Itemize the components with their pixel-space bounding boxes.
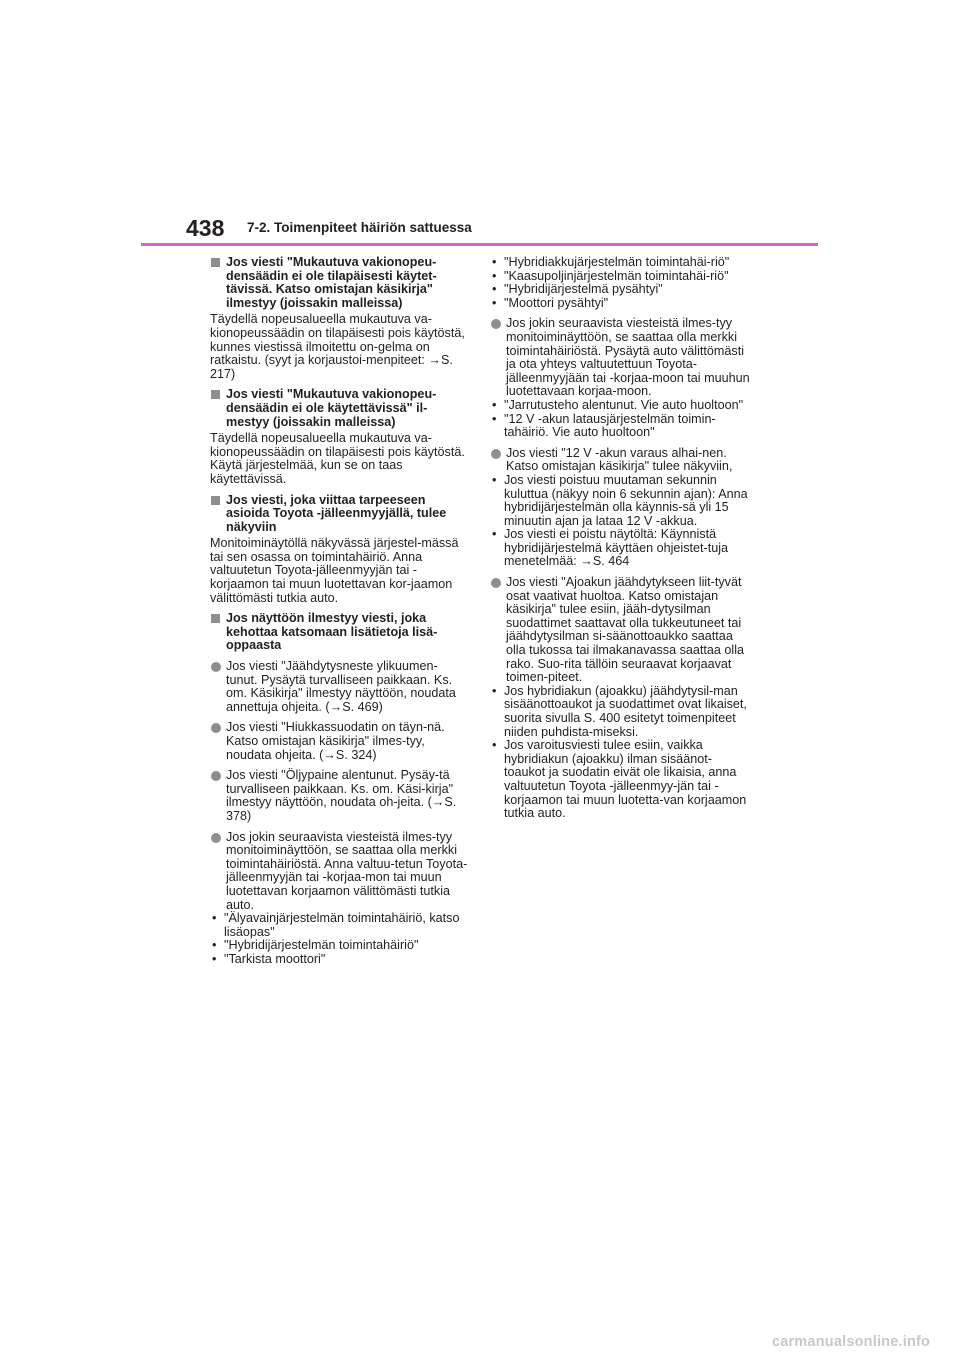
page-header bbox=[0, 0, 960, 250]
section-block bbox=[210, 612, 468, 653]
circle-bullet-item bbox=[490, 317, 752, 399]
bullet-text: Jos viesti "Jäähdytysneste ylikuumen-tunut. Pysäytä turvalliseen paikkaan. Ks. om. Käsikirja" ilmestyy näyttöön, noudata annettuja ohjeita. (→S. 469) bbox=[226, 659, 456, 714]
bullet-text: Jos viesti "Hiukkassuodatin on täyn-nä. Katso omistajan käsikirja" ilmes-tyy, noudata ohjeita. (→S. 324) bbox=[226, 720, 445, 762]
circle-bullet-icon bbox=[211, 723, 221, 733]
heading-text: Jos näyttöön ilmestyy viesti, joka kehottaa katsomaan lisätietoja lisä-oppaasta bbox=[226, 611, 438, 653]
list-item-text: Jos hybridiakun (ajoakku) jäähdytysil-man sisäänottoaukot ja suodattimet ovat likaiset, suorita sivulla S. 400 esitetyt toimenpiteet niiden puhdista-miseksi. bbox=[504, 683, 747, 739]
section-heading bbox=[210, 612, 468, 653]
dot-bullet-icon: • bbox=[492, 268, 497, 283]
bullet-text: Jos viesti "Öljypaine alentunut. Pysäy-tä turvalliseen paikkaan. Ks. om. Käsi-kirja" ilmestyy näyttöön, noudata oh-jeita. (→S. 378) bbox=[226, 768, 457, 823]
dot-bullet-icon: • bbox=[492, 397, 497, 412]
circle-bullet-icon bbox=[491, 449, 501, 459]
list-item bbox=[490, 413, 752, 440]
section-title: 7-2. Toimenpiteet häiriön sattuessa bbox=[247, 220, 472, 235]
dot-bullet-icon: • bbox=[492, 255, 497, 269]
list-item bbox=[210, 953, 468, 967]
heading-text: Jos viesti "Mukautuva vakionopeu-densäädin ei ole tilapäisesti käytet-tävissä. Katso omistajan käsikirja" ilmestyy (joissakin malleissa) bbox=[226, 255, 437, 310]
dot-bullet-icon: • bbox=[492, 282, 497, 297]
list-item-text: "Hybridiakkujärjestelmän toimintahäi-riö" bbox=[504, 255, 730, 269]
list-item-text: "Moottori pysähtyi" bbox=[504, 295, 609, 310]
page-number: 438 bbox=[186, 215, 225, 241]
circle-bullet-icon bbox=[211, 771, 221, 781]
list-item-text: "Kaasupoljinjärjestelmän toimintahäi-riö" bbox=[504, 268, 729, 283]
square-bullet-icon bbox=[211, 496, 220, 505]
paragraph: Täydellä nopeusalueella mukautuva va-kionopeussäädin on tilapäisesti pois käytöstä, kunnes viestissä ilmoitettu on-gelma on ratkaistu. (syyt ja korjaustoi-menpiteet: →S. 217) bbox=[210, 312, 465, 381]
section-block bbox=[210, 388, 468, 486]
bullet-text: Jos jokin seuraavista viesteistä ilmes-tyy monitoiminäyttöön, se saattaa olla merkki toimintahäiriöstä. Anna valtuu-tetun Toyota-jälleenmyyjän tai -korjaa-mon tai muun luotettavan korjaamon välittömästi tutkia auto. bbox=[226, 829, 468, 912]
dot-bullet-icon: • bbox=[212, 938, 217, 953]
circle-bullet-item bbox=[210, 721, 468, 762]
square-bullet-icon bbox=[211, 614, 220, 623]
list-item bbox=[490, 528, 752, 569]
circle-bullet-group bbox=[490, 576, 752, 821]
list-item bbox=[490, 270, 752, 284]
dot-bullet-icon: • bbox=[492, 295, 497, 310]
section-block bbox=[210, 494, 468, 606]
dot-bullet-icon: • bbox=[492, 738, 497, 753]
list-item bbox=[490, 399, 752, 413]
dot-bullet-icon: • bbox=[212, 911, 217, 926]
paragraph: Monitoiminäytöllä näkyvässä järjestel-mässä tai sen osassa on toimintahäiriö. Anna valtuutetun Toyota-jälleenmyyjän tai -korjaamon tai muun luotettavan kor-jaamon välittömästi tutkia auto. bbox=[210, 536, 459, 605]
square-bullet-icon bbox=[211, 390, 220, 399]
section-block bbox=[210, 256, 468, 381]
list-item-text: "Hybridijärjestelmän toimintahäiriö" bbox=[224, 938, 419, 953]
list-item-text: Jos viesti ei poistu näytöltä: Käynnistä hybridijärjestelmä käyttäen ohjeistet-tuja menetelmää: →S. 464 bbox=[504, 527, 729, 569]
circle-bullet-item bbox=[210, 660, 468, 714]
section-heading bbox=[210, 494, 468, 535]
circle-bullet-icon bbox=[211, 833, 221, 843]
circle-bullet-group bbox=[210, 831, 468, 967]
header-rule bbox=[141, 243, 818, 246]
list-item bbox=[210, 912, 468, 939]
list-item-text: "Älyavainjärjestelmän toimintahäiriö, katso lisäopas" bbox=[224, 911, 460, 939]
circle-bullet-icon bbox=[491, 578, 501, 588]
section-heading bbox=[210, 388, 468, 429]
list-item bbox=[490, 256, 752, 270]
list-group bbox=[490, 256, 752, 310]
bullet-text: Jos jokin seuraavista viesteistä ilmes-tyy monitoiminäyttöön, se saattaa olla merkki toimintahäiriöstä. Pysäytä auto välittömästi ja ota yhteys valtuutettuun Toyota-jälleenmyyjään tai -korjaa-moon tai muuhun luotettavaan korjaa-moon. bbox=[506, 316, 750, 399]
dot-bullet-icon: • bbox=[492, 683, 497, 698]
circle-bullet-icon bbox=[211, 662, 221, 672]
list-item bbox=[490, 297, 752, 311]
list-item-text: "Hybridijärjestelmä pysähtyi" bbox=[504, 282, 663, 297]
list-item-text: "Jarrutusteho alentunut. Vie auto huoltoon" bbox=[504, 397, 744, 412]
list-item bbox=[490, 474, 752, 528]
circle-bullet-group bbox=[490, 317, 752, 439]
list-item bbox=[210, 939, 468, 953]
list-item-text: Jos viesti poistuu muutaman sekunnin kuluttua (näkyy noin 6 sekunnin ajan): Anna hybridijärjestelmän olla käynnis-sä yli 15 minuutin ajan ja lataa 12 V -akkua. bbox=[504, 472, 748, 528]
watermark[interactable]: carmanualsonline.info bbox=[772, 1334, 931, 1350]
right-column bbox=[490, 256, 752, 828]
dot-bullet-icon: • bbox=[492, 472, 497, 487]
list-item-text: "Tarkista moottori" bbox=[224, 951, 326, 966]
square-bullet-icon bbox=[211, 258, 220, 267]
dot-bullet-icon: • bbox=[492, 411, 497, 426]
list-item-text: "12 V -akun latausjärjestelmän toimin-tahäiriö. Vie auto huoltoon" bbox=[504, 411, 716, 440]
list-item-text: Jos varoitusviesti tulee esiin, vaikka hybridiakun (ajoakku) ilman sisäänot-toaukot ja suodatin eivät ole likaisia, anna valtuutetun Toyota -jälleenmyy-jän tai -korjaamon tai muun luotetta-van korjaamon tutkia auto. bbox=[504, 738, 747, 821]
paragraph: Täydellä nopeusalueella mukautuva va-kionopeussäädin on tilapäisesti pois käytöstä. Käytä järjestelmää, kun se on taas käytettävissä. bbox=[210, 431, 465, 486]
circle-bullet-item bbox=[210, 769, 468, 823]
list-item bbox=[490, 685, 752, 739]
circle-bullet-icon bbox=[491, 319, 501, 329]
circle-bullet-item bbox=[210, 831, 468, 913]
circle-bullet-item bbox=[490, 447, 752, 474]
list-item bbox=[490, 739, 752, 821]
list-item bbox=[490, 283, 752, 297]
heading-text: Jos viesti "Mukautuva vakionopeu-densäädin ei ole käytettävissä" il-mestyy (joissakin malleissa) bbox=[226, 387, 437, 429]
bullet-text: Jos viesti "12 V -akun varaus alhai-nen. Katso omistajan käsikirja" tulee näkyviin, bbox=[506, 445, 733, 474]
heading-text: Jos viesti, joka viittaa tarpeeseen asioida Toyota -jälleenmyyjällä, tulee näkyviin bbox=[226, 492, 447, 534]
left-column bbox=[210, 256, 468, 974]
dot-bullet-icon: • bbox=[212, 951, 217, 966]
dot-bullet-icon: • bbox=[492, 527, 497, 542]
circle-bullet-group bbox=[490, 447, 752, 569]
section-heading bbox=[210, 256, 468, 310]
circle-bullet-item bbox=[490, 576, 752, 685]
bullet-text: Jos viesti "Ajoakun jäähdytykseen liit-tyvät osat vaativat huoltoa. Katso omistajan käsikirja" tulee esiin, jääh-dytysilman suodattimet saattavat olla tukkeutuneet tai jäähdytysilman si-säänottoaukko saattaa olla tukossa tai ilmakanavassa saattaa olla rako. Suo-rita tällöin seuraavat korjaavat toimen-piteet. bbox=[506, 575, 745, 685]
